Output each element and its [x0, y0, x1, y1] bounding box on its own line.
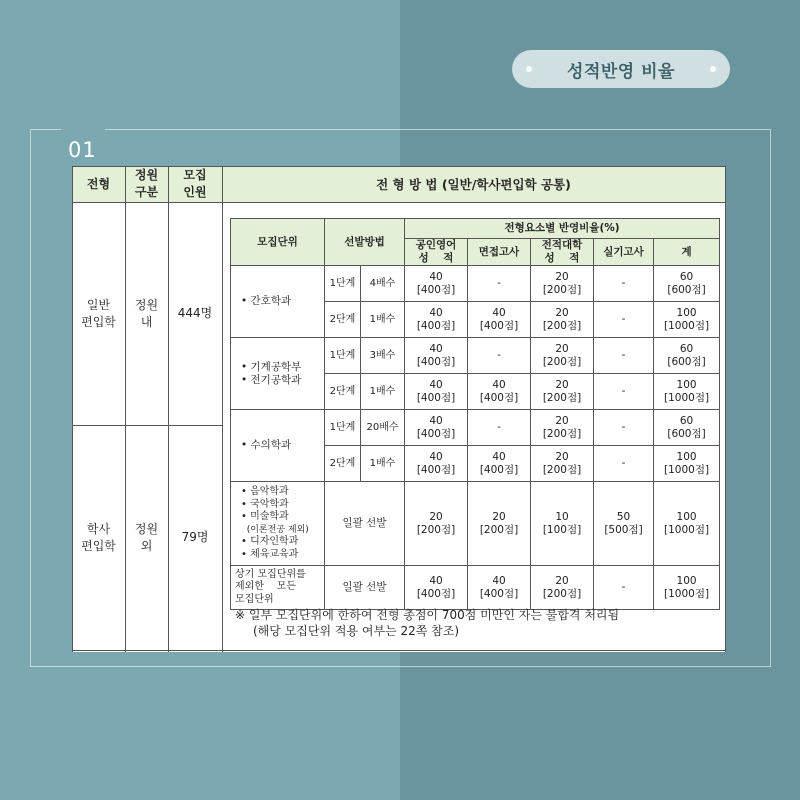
- cell-interview: -: [468, 266, 531, 302]
- quota-outside: 정원 외: [134, 521, 159, 553]
- cell-practical: -: [594, 566, 654, 610]
- cell-practical: 50 [500점]: [594, 482, 654, 566]
- th-unit: 모집단위: [231, 219, 325, 266]
- cell-interview: -: [468, 410, 531, 446]
- cell-prev-univ: 20 [200점]: [531, 566, 594, 610]
- multiple: 3배수: [361, 338, 405, 374]
- cell-practical: -: [594, 410, 654, 446]
- header-type: 전형: [86, 176, 111, 191]
- cell-practical: -: [594, 302, 654, 338]
- cell-total: 60 [600점]: [654, 338, 720, 374]
- stage: 2단계: [325, 374, 361, 410]
- cell-total: 100 [1000점]: [654, 302, 720, 338]
- type-general: 일반 편입학: [81, 297, 116, 329]
- cell-english: 40 [400점]: [405, 446, 468, 482]
- cell-total: 60 [600점]: [654, 266, 720, 302]
- selection-batch: 일괄 선발: [325, 566, 405, 610]
- cell-english: 20 [200점]: [405, 482, 468, 566]
- unit-label: • 간호학과: [241, 295, 292, 307]
- unit-arts: [231, 482, 325, 566]
- unit-engineering: [231, 338, 325, 410]
- quota-inside: 정원 내: [134, 297, 159, 329]
- cell-practical: -: [594, 338, 654, 374]
- th-practical: 실기고사: [594, 239, 654, 266]
- stage: 2단계: [325, 302, 361, 338]
- cell-prev-univ: 20 [200점]: [531, 266, 594, 302]
- cell-total: 100 [1000점]: [654, 374, 720, 410]
- cell-interview: 40 [400점]: [468, 302, 531, 338]
- footnote-line: (해당 모집단위 적용 여부는 22쪽 참조): [253, 624, 459, 638]
- unit-nursing: [231, 266, 325, 338]
- unit-label: • 디자인학과: [241, 536, 299, 547]
- section-badge: [512, 50, 730, 88]
- cell-interview: 40 [400점]: [468, 446, 531, 482]
- th-selection: 선발방법: [325, 219, 405, 266]
- cell-total: 100 [1000점]: [654, 566, 720, 610]
- cell-english: 40 [400점]: [405, 338, 468, 374]
- stage: 1단계: [325, 266, 361, 302]
- type-bachelor: 학사 편입학: [81, 521, 116, 553]
- cell-english: 40 [400점]: [405, 266, 468, 302]
- cell-total: 100 [1000점]: [654, 482, 720, 566]
- rule: [222, 166, 223, 652]
- unit-label: • 기계공학부: [241, 360, 302, 373]
- stage: 1단계: [325, 338, 361, 374]
- stage: 2단계: [325, 446, 361, 482]
- dot-icon: [526, 66, 532, 72]
- cell-english: 40 [400점]: [405, 566, 468, 610]
- unit-label: (이론전공 제외): [241, 524, 309, 535]
- cell-interview: 40 [400점]: [468, 374, 531, 410]
- header-method: 전 형 방 법 (일반/학사편입학 공통): [376, 176, 571, 192]
- multiple: 1배수: [361, 302, 405, 338]
- cell-prev-univ: 20 [200점]: [531, 446, 594, 482]
- header-quota-class: 정원 구분: [134, 168, 159, 199]
- cell-prev-univ: 20 [200점]: [531, 338, 594, 374]
- cell-practical: -: [594, 446, 654, 482]
- cell-total: 60 [600점]: [654, 410, 720, 446]
- cell-english: 40 [400점]: [405, 410, 468, 446]
- multiple: 4배수: [361, 266, 405, 302]
- cell-english: 40 [400점]: [405, 302, 468, 338]
- multiple: 1배수: [361, 374, 405, 410]
- footnote: [235, 607, 715, 639]
- badge-title: 성적반영 비율: [567, 61, 675, 82]
- multiple: 20배수: [361, 410, 405, 446]
- dot-icon: [710, 66, 716, 72]
- cell-english: 40 [400점]: [405, 374, 468, 410]
- frame-gap: [61, 124, 105, 134]
- cell-practical: -: [594, 266, 654, 302]
- stage: 1단계: [325, 410, 361, 446]
- cell-interview: 20 [200점]: [468, 482, 531, 566]
- cell-prev-univ: 20 [200점]: [531, 374, 594, 410]
- cell-interview: -: [468, 338, 531, 374]
- cell-prev-univ: 10 [100점]: [531, 482, 594, 566]
- unit-others: 상기 모집단위를 제외한 모든 모집단위: [231, 566, 325, 610]
- unit-label: • 국악학과: [241, 498, 289, 510]
- cell-total: 100 [1000점]: [654, 446, 720, 482]
- cell-prev-univ: 20 [200점]: [531, 410, 594, 446]
- unit-label: • 음악학과: [241, 486, 289, 497]
- unit-label: • 미술학과: [241, 511, 289, 522]
- recruit-bachelor: 79명: [181, 530, 209, 544]
- recruit-general: 444명: [177, 306, 213, 320]
- document-table: [72, 166, 726, 652]
- footnote-line: ※ 일부 모집단위에 한하여 전형 총점이 700점 미만인 자는 불합격 처리됨: [235, 608, 620, 622]
- rule: [725, 166, 726, 652]
- multiple: 1배수: [361, 446, 405, 482]
- header-recruit: 모집 인원: [183, 168, 207, 199]
- cell-practical: -: [594, 374, 654, 410]
- unit-veterinary: [231, 410, 325, 482]
- selection-batch: 일괄 선발: [325, 482, 405, 566]
- unit-label: • 수의학과: [241, 439, 292, 451]
- th-interview: 면접고사: [468, 239, 531, 266]
- th-total: 계: [654, 239, 720, 266]
- cell-interview: 40 [400점]: [468, 566, 531, 610]
- ratio-table: [230, 218, 720, 610]
- unit-label: • 체육교육과: [241, 548, 299, 560]
- section-number: 01: [68, 138, 97, 162]
- th-ratio: 전형요소별 반영비율(%): [405, 219, 720, 239]
- rule: [72, 650, 726, 651]
- unit-label: • 전기공학과: [241, 373, 302, 386]
- th-prev-univ: 전적대학 성 적: [531, 239, 594, 266]
- cell-prev-univ: 20 [200점]: [531, 302, 594, 338]
- th-english: 공인영어 성 적: [405, 239, 468, 266]
